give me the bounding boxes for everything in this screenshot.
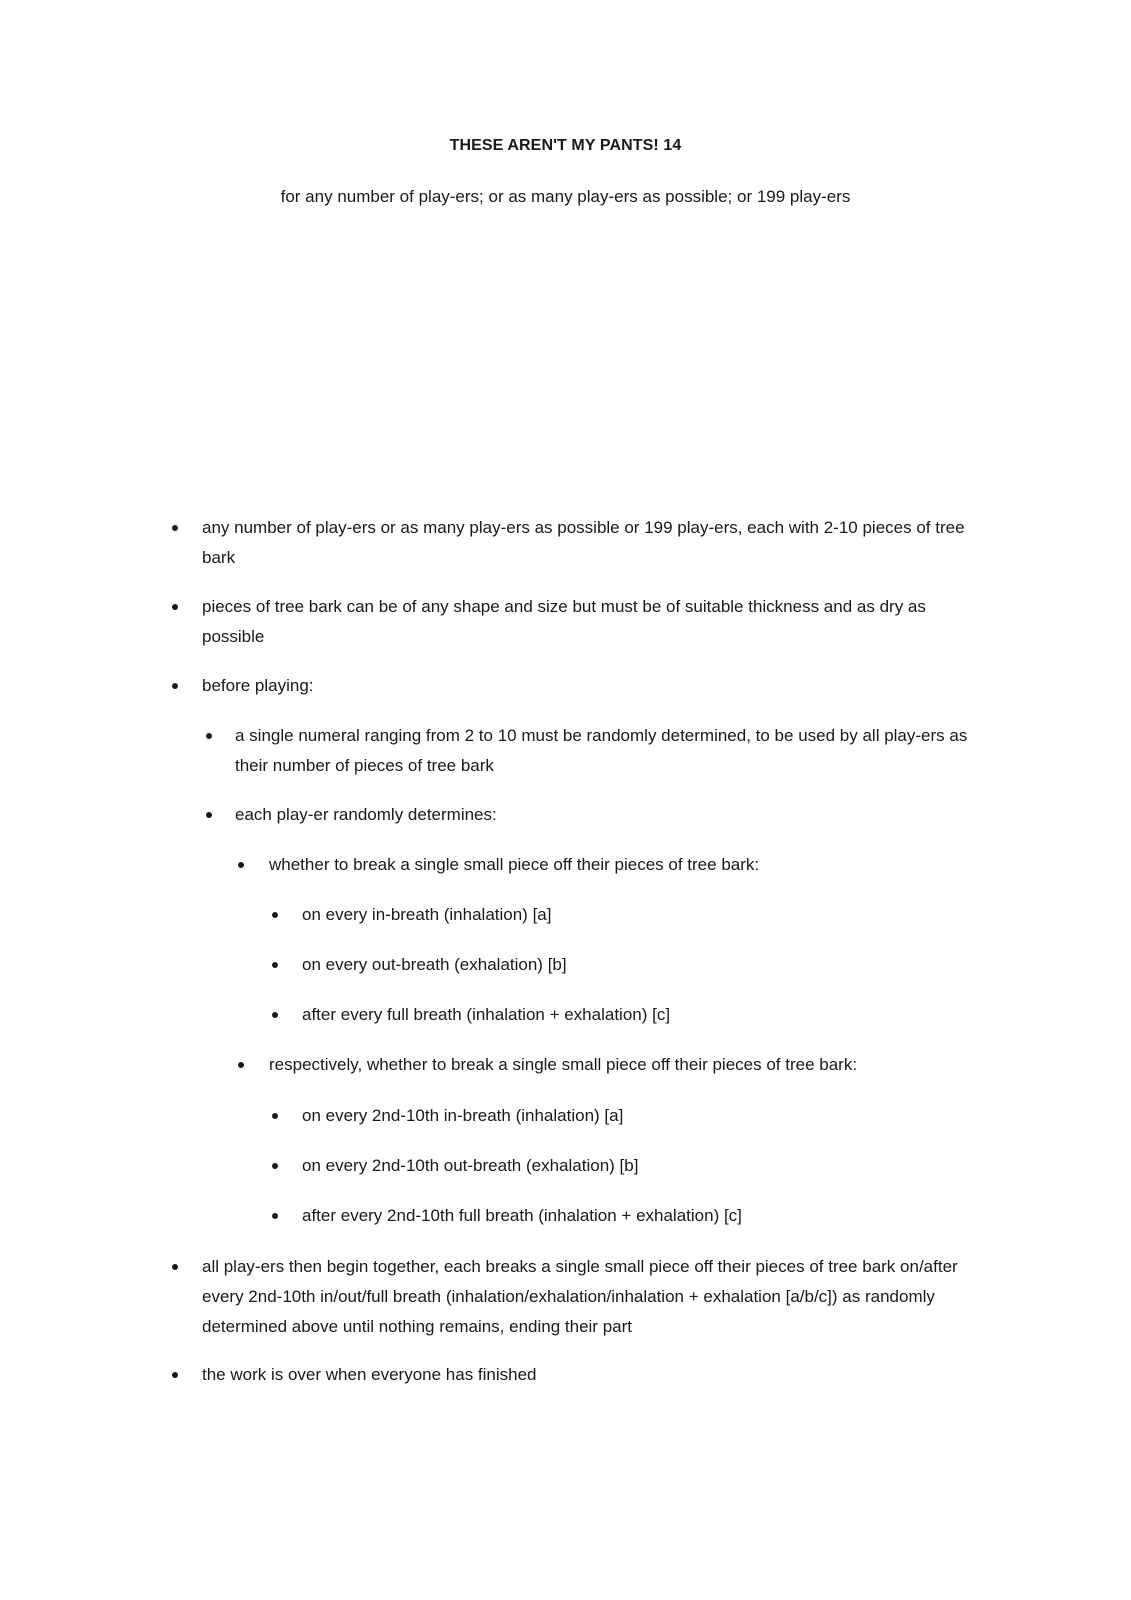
bullet-icon — [272, 962, 278, 968]
bullet-icon — [272, 912, 278, 918]
list-item: on every in-breath (inhalation) [a] — [272, 900, 972, 930]
bullet-icon — [172, 525, 178, 531]
bullet-icon — [206, 812, 212, 818]
bullet-icon — [172, 683, 178, 689]
bullet-icon — [272, 1012, 278, 1018]
bullet-icon — [172, 604, 178, 610]
list-item: a single numeral ranging from 2 to 10 must be randomly determined, to be used by all play-ers as their number of pieces of tree bark — [206, 721, 970, 781]
list-item: pieces of tree bark can be of any shape and size but must be of suitable thickness and as dry as possible — [172, 592, 972, 652]
bullet-icon — [172, 1372, 178, 1378]
bullet-icon — [272, 1113, 278, 1119]
list-item: respectively, whether to break a single small piece off their pieces of tree bark: — [238, 1050, 978, 1080]
list-item: on every 2nd-10th out-breath (exhalation) [b] — [272, 1151, 972, 1181]
list-item: after every 2nd-10th full breath (inhalation + exhalation) [c] — [272, 1201, 972, 1231]
bullet-icon — [238, 862, 244, 868]
page-subtitle: for any number of play-ers; or as many play-ers as possible; or 199 play-ers — [280, 187, 851, 206]
list-item: on every 2nd-10th in-breath (inhalation) [a] — [272, 1101, 972, 1131]
list-item: the work is over when everyone has finished — [172, 1360, 972, 1390]
bullet-icon — [272, 1213, 278, 1219]
list-item: on every out-breath (exhalation) [b] — [272, 950, 972, 980]
list-item: after every full breath (inhalation + exhalation) [c] — [272, 1000, 972, 1030]
bullet-icon — [238, 1062, 244, 1068]
bullet-icon — [272, 1163, 278, 1169]
bullet-icon — [172, 1264, 178, 1270]
list-item: any number of play-ers or as many play-ers as possible or 199 play-ers, each with 2-10 pieces of tree bark — [172, 513, 972, 573]
list-item: whether to break a single small piece off their pieces of tree bark: — [238, 850, 978, 880]
list-item: each play-er randomly determines: — [206, 800, 970, 830]
list-item: all play-ers then begin together, each breaks a single small piece off their pieces of tree bark on/after every 2nd-10th in/out/full breath (inhalation/exhalation/inhalation + exhalation [a/b/c]) as randomly determined above until nothing remains, ending their part — [172, 1252, 972, 1342]
list-item: before playing: — [172, 671, 972, 701]
bullet-icon — [206, 733, 212, 739]
page-title: THESE AREN'T MY PANTS! 14 — [449, 137, 682, 154]
